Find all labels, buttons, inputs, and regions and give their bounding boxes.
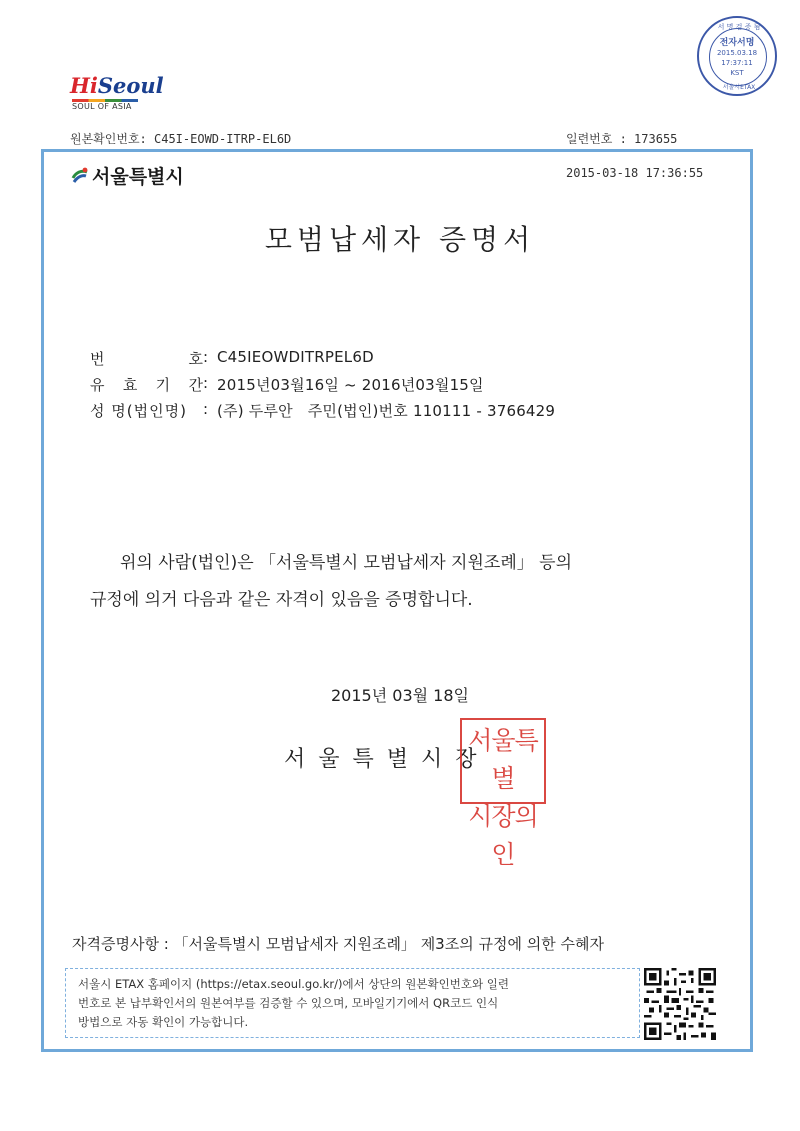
field-separator: : (203, 400, 209, 418)
official-seal (460, 718, 546, 869)
logo-tagline: SOUL OF ASIA (72, 102, 132, 111)
stamp-top-text: 서 명 검 증 됨 (717, 23, 761, 31)
label-char: 호 (188, 350, 203, 368)
field-validity-period (90, 374, 484, 395)
certification-statement (90, 545, 690, 619)
label-char: 효 (122, 376, 138, 394)
stamp-tz: KST (730, 69, 744, 77)
stamp-date: 2015.03.18 (716, 49, 758, 57)
statement-line: 규정에 의거 다음과 같은 자격이 있음을 증명합니다. (90, 590, 473, 610)
stamp-center (699, 38, 775, 78)
notice-line: 서울시 ETAX 홈페이지 (https://etax.seoul.go.kr/)에서 상단의 원본확인번호와 일련 (78, 977, 509, 991)
city-name: 서울특별시 (92, 166, 184, 188)
field-separator: : (203, 374, 209, 392)
stamp-bottom-text: 서울시ETAX (722, 84, 756, 91)
field-value: 2015년03월16일 ~ 2016년03월15일 (217, 376, 484, 394)
serial-number: 일련번호 : 173655 (566, 132, 678, 146)
label-char: 기 (155, 376, 171, 394)
e-signature-stamp (697, 16, 777, 96)
field-label (90, 400, 203, 421)
seoul-city-logo (70, 162, 184, 189)
seal-line: 시장의인 (468, 802, 538, 869)
issue-date: 2015년 03월 18일 (331, 686, 469, 705)
hi-seoul-logo (70, 73, 164, 112)
seal-line: 서울특별 (468, 726, 538, 793)
document-title: 모범납세자 증명서 (264, 223, 536, 256)
qualification-note: 자격증명사항 : 「서울특별시 모범납세자 지원조례」 제3조의 규정에 의한 수혜자 (72, 935, 604, 953)
field-name (90, 400, 555, 421)
stamp-time: 17:37:11 (721, 59, 753, 67)
label-char: 유 (90, 376, 105, 394)
stamp-main-text: 전자서명 (719, 38, 755, 48)
label-char: 간 (188, 376, 203, 394)
issue-datetime: 2015-03-18 17:36:55 (566, 166, 704, 180)
field-separator: : (203, 348, 209, 366)
field-label (90, 374, 203, 395)
notice-line: 방법으로 자동 확인이 가능합니다. (78, 1015, 249, 1029)
notice-line: 번호로 본 납부확인서의 원본여부를 검증할 수 있으며, 모바일기기에서 QR코드 인식 (78, 996, 499, 1010)
field-value: (주) 두루안 주민(법인)번호 110111 - 3766429 (217, 402, 556, 420)
field-value: C45IEOWDITRPEL6D (217, 348, 374, 366)
seoul-symbol-icon (70, 166, 90, 186)
original-confirmation-number: 원본확인번호: C45I-EOWD-ITRP-EL6D (70, 132, 292, 146)
issuer-name: 서울특별시장 (284, 747, 490, 772)
field-number (90, 348, 374, 369)
verification-notice (65, 968, 640, 1038)
qr-code-icon[interactable] (644, 968, 716, 1040)
notice-text (78, 975, 509, 1032)
field-label (90, 348, 203, 369)
logo-hi-text: Hi (70, 73, 98, 98)
label-char: 번 (90, 350, 105, 368)
statement-line: 위의 사람(법인)은 「서울특별시 모범납세자 지원조례」 등의 (120, 553, 572, 573)
logo-seoul-text: Seoul (97, 73, 164, 98)
label-text: 성 명(법인명) (90, 402, 187, 420)
